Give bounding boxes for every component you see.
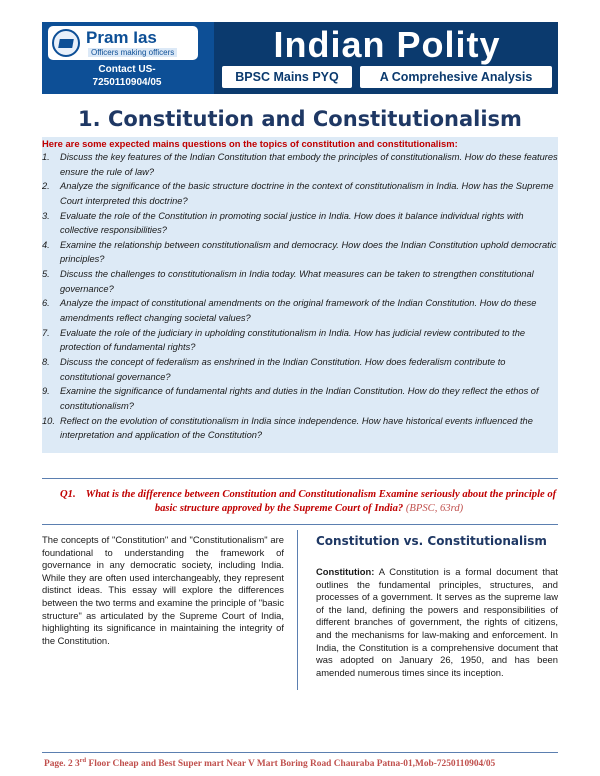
address-floor: 3	[74, 759, 80, 770]
question-number: 8.	[42, 357, 50, 368]
question-number: 6.	[42, 298, 50, 309]
list-item	[42, 296, 558, 325]
banner-title: Indian Polity	[273, 24, 501, 65]
brand-tagline: Officers making officers	[88, 48, 177, 57]
question-text: Examine the relationship between constitutionalism and democracy. How does the Indian Constitution uphold democratic principles?	[60, 239, 557, 265]
question-number: 9.	[42, 386, 50, 397]
list-item	[42, 238, 558, 267]
brand-logo	[48, 26, 198, 60]
divider-bottom	[42, 524, 558, 525]
question-number: 3.	[42, 210, 50, 221]
question-number: 1.	[42, 152, 50, 162]
header-banner	[42, 22, 558, 94]
intro-paragraph: The concepts of "Constitution" and "Constitutionalism" are foundational to understanding the framework of governance in any democratic society, including India. While they are often used interchangeably, they represent distinct ideas. This essay will explore the differences between the two terms and examine the principle of "basic structure" as articulated by the Supreme Court of India, highlighting its significance in maintaining the integrity of the Constitution.	[42, 534, 285, 646]
expected-questions-box	[42, 137, 558, 453]
column-divider	[297, 530, 298, 690]
brand-name: Pram Ias	[86, 28, 157, 47]
list-item	[42, 355, 558, 384]
definition-text: A Constitution is a formal document that outlines the fundamental principles, structures, and processes of a government. It serves as the supreme law of the land, defining the powers and responsibilities of different branches of government, the rights of citizens, and the mechanisms for law-making and enforcement. In India, the Constitution is a comprehensive document that was adopted on January 26, 1950, and has been amended numerous times since its inception.	[316, 566, 558, 678]
contact-label: Contact US-	[98, 64, 156, 75]
questions-list	[42, 150, 558, 443]
list-item	[42, 384, 558, 413]
question-text: Reflect on the evolution of constitutionalism in India since independence. How have historical events influenced the interpretation and application of the Constitution?	[60, 415, 533, 441]
address-text: Floor Cheap and Best Super mart Near V Mart Boring Road Chauraba Patna-01,Mob-7250110904/05	[88, 759, 496, 770]
question-text: Analyze the impact of constitutional amendments on the original framework of the Indian Constitution. How do these amendments reflect changing societal values?	[60, 298, 537, 324]
question-text: Evaluate the role of the judiciary in upholding constitutionalism in India. How has judicial review contributed to the protection of fundamental rights?	[60, 327, 526, 353]
question-text: Discuss the key features of the Indian Constitution that embody the principles of constitutionalism. How do these features ensure the rule of law?	[60, 152, 558, 177]
footer-divider	[42, 752, 558, 753]
question-number: 5.	[42, 269, 50, 280]
q1-heading	[60, 488, 558, 516]
footer-address	[75, 759, 495, 769]
list-item	[42, 267, 558, 296]
list-item	[42, 209, 558, 238]
definition-term: Constitution:	[316, 566, 375, 577]
q1-text: What is the difference between Constitution and Constitutionalism Examine seriously about the principle of basic structure approved by the Supreme Court of India?	[85, 489, 557, 514]
page-number: Page. 2	[44, 759, 73, 770]
section-heading: Constitution vs. Constitutionalism	[316, 534, 547, 548]
question-number: 2.	[42, 181, 50, 192]
question-number: 4.	[42, 239, 50, 250]
brand-panel	[42, 22, 214, 94]
chapter-title: 1. Constitution and Constitutionalism	[78, 107, 522, 131]
question-text: Discuss the concept of federalism as enshrined in the Indian Constitution. How does federalism contribute to constitutional governance?	[60, 357, 506, 382]
q1-label: Q1.	[60, 489, 76, 500]
divider-top	[42, 478, 558, 479]
list-item	[42, 326, 558, 355]
question-text: Analyze the significance of the basic structure doctrine in the context of constitutionalism in India. How has the Supreme Court interpreted this doctrine?	[60, 181, 554, 206]
analysis-badge: A Comprehesive Analysis	[360, 66, 552, 88]
question-number: 7.	[42, 327, 50, 338]
address-suffix: rd	[79, 757, 87, 764]
question-number: 10.	[42, 415, 55, 426]
pyq-badge: BPSC Mains PYQ	[222, 66, 352, 88]
graduation-cap-icon	[52, 29, 80, 57]
constitution-definition	[316, 566, 558, 679]
list-item	[42, 150, 558, 179]
page-footer	[44, 757, 564, 769]
question-text: Discuss the challenges to constitutionalism in India today. What measures can be taken to strengthen constitutional governance?	[60, 269, 534, 294]
q1-citation: (BPSC, 63rd)	[405, 503, 464, 514]
contact-number: 7250110904/05	[92, 77, 162, 88]
questions-intro: Here are some expected mains questions on the topics of constitution and constitutionalism:	[42, 138, 458, 149]
list-item	[42, 179, 558, 208]
question-text: Evaluate the role of the Constitution in promoting social justice in India. How does it balance individual rights with collective responsibilities?	[60, 210, 524, 236]
question-text: Examine the significance of fundamental rights and duties in the Indian Constitution. How do they reflect the ethos of constitutionalism?	[60, 386, 539, 411]
list-item	[42, 414, 558, 443]
